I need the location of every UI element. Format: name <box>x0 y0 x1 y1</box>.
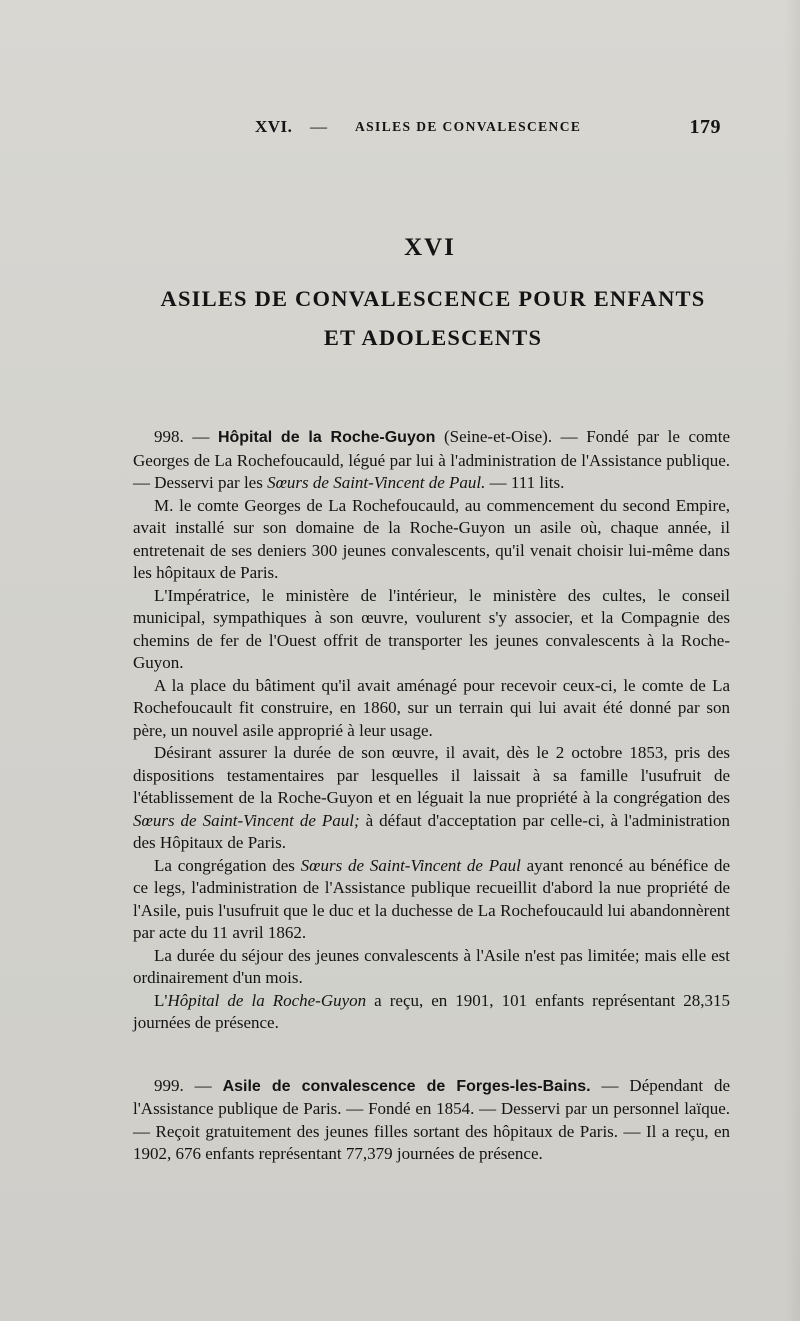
entry-998-p5-b: à défaut d'acceptation par celle-ci, à l'administration des Hôpitaux de Paris. <box>133 810 730 852</box>
entry-998-paragraph-4: A la place du bâtiment qu'il avait aménagé pour recevoir ceux-ci, le comte de La Rochefoucault fit construire, en 1860, sur un terrain qui lui avait été donné par son père, un nouvel asile approprié à leur usage. <box>133 675 730 740</box>
entry-998-p8-b: a reçu, en 1901, 101 enfants représentant 28,315 journées de présence. <box>133 990 731 1032</box>
chapter-title-line-2: ET ADOLESCENTS <box>323 325 543 350</box>
entry-998-number: 998. — <box>154 427 210 446</box>
entry-998-paragraph-7: La durée du séjour des jeunes convalescents à l'Asile n'est pas limitée; mais elle est ordinairement d'un mois. <box>133 945 730 987</box>
entry-998-p5-italic: Sœurs de Saint-Vincent de Paul; <box>133 810 360 830</box>
entry-998-p6-b: ayant renoncé au bénéfice de ce legs, l'administration de l'Assistance publique recueillit d'abord la nue propriété de l'Asile, puis l'usufruit que le duc et la duchesse de La Rochefoucauld lui abandonnèrent par acte du 11 avril 1862. <box>133 855 730 942</box>
entry-999-text: — Dépendant de l'Assistance publique de Paris. — Fondé en 1854. — Desservi par un personnel laïque. — Reçoit gratuitement des jeunes filles sortant des hôpitaux de Paris. — Il a reçu, en 1902, 676 enfants représentant 77,379 journées de présence. <box>133 1075 731 1163</box>
entry-998-heading-paragraph <box>133 426 730 495</box>
entry-998-paragraph-6 <box>133 855 730 945</box>
chapter-number: XVI <box>404 234 456 261</box>
entry-999-paragraph <box>133 1075 730 1166</box>
entry-998-paragraph-8 <box>133 990 730 1035</box>
entry-998-p5-a: Désirant assurer la durée de son œuvre, il avait, dès le 2 octobre 1853, pris des dispositions testamentaires par lesquelles il laissait à sa famille l'usufruit de l'établissement de la Roche-Guyon et en léguait la nue propriété à la congrégation des <box>133 743 730 807</box>
entry-spacer <box>133 1035 730 1075</box>
header-running-title: ASILES DE CONVALESCENCE <box>355 119 582 134</box>
scan-edge-shadow <box>785 0 800 1321</box>
running-header <box>135 117 727 143</box>
entry-998-paragraph-2: M. le comte Georges de La Rochefoucauld, au commencement du second Empire, avait installé sur son domaine de la Roche-Guyon un asile où, chaque année, il entretenait de ses deniers 300 jeunes convalescents, qu'il venait choisir lui-même dans les hôpitaux de Paris. <box>133 495 730 582</box>
entry-998-p6-a: La congrégation des <box>154 855 301 875</box>
page-body <box>133 426 730 1166</box>
entry-999-number: 999. — <box>154 1075 212 1095</box>
chapter-title-line-1: ASILES DE CONVALESCENCE POUR ENFANTS <box>160 286 706 311</box>
entry-998-order-name: Sœurs de Saint-Vincent de Paul. <box>267 473 486 492</box>
entry-998-name: Hôpital de la Roche-Guyon <box>217 429 436 446</box>
entry-999-name: Asile de convalescence de Forges-les-Bains. <box>222 1077 591 1095</box>
header-separator: — <box>310 117 328 136</box>
entry-998-paragraph-3: L'Impératrice, le ministère de l'intérieur, le ministère des cultes, le conseil municipal, sympathiques à son œuvre, voulurent s'y associer, et la Compagnie des chemins de fer de l'Ouest offrit de transporter les jeunes convalescents à la Roche-Guyon. <box>133 585 730 672</box>
entry-998-text-b: — 111 lits. <box>485 473 565 492</box>
page-number: 179 <box>689 116 721 138</box>
entry-998-p8-a: L' <box>154 990 168 1010</box>
entry-998-p6-italic: Sœurs de Saint-Vincent de Paul <box>300 855 521 875</box>
entry-998-p8-italic: Hôpital de la Roche-Guyon <box>167 990 367 1010</box>
header-chapter: XVI. <box>255 117 293 136</box>
entry-998-paragraph-5 <box>133 742 730 855</box>
entry-998-text-a: (Seine-et-Oise). — Fondé par le comte Georges de La Rochefoucauld, légué par lui à l'administration de l'Assistance publique. — Desservi par les <box>133 427 731 492</box>
